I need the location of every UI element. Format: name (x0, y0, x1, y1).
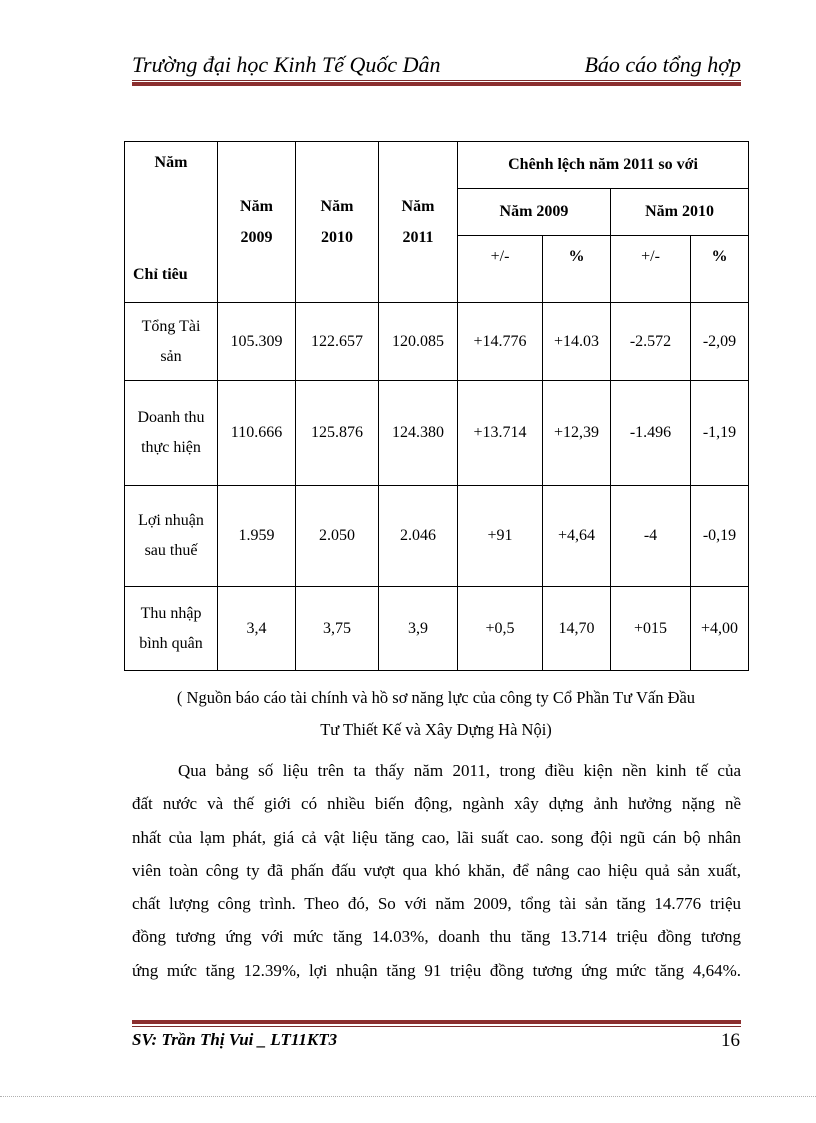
year-header-2011: Năm 2011 (379, 142, 458, 303)
table-cell: +13.714 (458, 381, 543, 486)
table-row (125, 303, 749, 381)
table-cell: 122.657 (296, 303, 379, 381)
table-cell: 3,4 (218, 587, 296, 671)
row-label: Tổng Tài sản (125, 303, 218, 381)
corner-header-cell (125, 142, 218, 303)
header-university: Trường đại học Kinh Tế Quốc Dân (132, 52, 441, 77)
table-row (125, 587, 749, 671)
page-edge-divider (0, 1096, 816, 1097)
table-cell: -1.496 (611, 381, 691, 486)
table-row (125, 486, 749, 587)
sub-header-diff-2009: +/- (458, 236, 543, 303)
table-cell: 14,70 (543, 587, 611, 671)
footer-rule-thin (132, 1026, 741, 1027)
table-cell: -4 (611, 486, 691, 587)
row-label: Thu nhập bình quân (125, 587, 218, 671)
year-header-2009: Năm 2009 (218, 142, 296, 303)
table-cell: +14.776 (458, 303, 543, 381)
page-header (132, 52, 741, 82)
table-cell: 105.309 (218, 303, 296, 381)
table-cell: -1,19 (691, 381, 749, 486)
table-cell: +015 (611, 587, 691, 671)
table-cell: -2,09 (691, 303, 749, 381)
table-cell: 2.046 (379, 486, 458, 587)
table-row (125, 381, 749, 486)
paragraph-line: viên toàn công ty đã phấn đấu vượt qua khó khăn, để nâng cao hiệu quả sản xuất, (132, 860, 741, 880)
page-number: 16 (721, 1030, 740, 1051)
paragraph-line: đất nước và thế giới có nhiều biến động, ngành xây dựng ảnh hưởng nặng nề (132, 794, 741, 814)
footer-student: SV: Trần Thị Vui _ LT11KT3 (132, 1030, 338, 1049)
paragraph-line: ứng mức tăng 12.39%, lợi nhuận tăng 91 triệu đồng tương ứng mức tăng 4,64%. (132, 960, 741, 980)
row-label: Doanh thu thực hiện (125, 381, 218, 486)
row-label: Lợi nhuận sau thuế (125, 486, 218, 587)
table-cell: -2.572 (611, 303, 691, 381)
source-note-line: Tư Thiết Kế và Xây Dựng Hà Nội) (320, 720, 552, 739)
paragraph-line: chất lượng công trình. Theo đó, So với năm 2009, tổng tài sản tăng 14.776 triệu (132, 894, 741, 914)
sub-header-pct-2009: % (543, 236, 611, 303)
table-cell: 110.666 (218, 381, 296, 486)
financial-table (124, 141, 749, 671)
footer-rule-thick (132, 1020, 741, 1024)
year-header-2010: Năm 2010 (296, 142, 379, 303)
table-cell: 3,75 (296, 587, 379, 671)
table-cell: +12,39 (543, 381, 611, 486)
diff-header: Chênh lệch năm 2011 so với (458, 142, 749, 189)
table-cell: 125.876 (296, 381, 379, 486)
table-cell: 3,9 (379, 587, 458, 671)
table-cell: 120.085 (379, 303, 458, 381)
table-cell: 1.959 (218, 486, 296, 587)
table-cell: +14.03 (543, 303, 611, 381)
table-cell: +0,5 (458, 587, 543, 671)
header-rule-thin (132, 80, 741, 81)
header-rule-thick (132, 82, 741, 86)
source-note (124, 682, 748, 746)
header-report-title: Báo cáo tổng hợp (584, 52, 741, 77)
table-cell: -0,19 (691, 486, 749, 587)
table-cell: +4,00 (691, 587, 749, 671)
corner-header-year: Năm (154, 154, 188, 171)
corner-header-indicator: Chỉ tiêu (133, 266, 188, 283)
table-cell: 124.380 (379, 381, 458, 486)
table-cell: 2.050 (296, 486, 379, 587)
compare-header-2009: Năm 2009 (458, 189, 611, 236)
table-cell: +4,64 (543, 486, 611, 587)
paragraph-line: nhất của lạm phát, giá cả vật liệu tăng cao, lãi suất cao. song đội ngũ cán bộ nhân (132, 827, 741, 847)
sub-header-diff-2010: +/- (611, 236, 691, 303)
compare-header-2010: Năm 2010 (611, 189, 749, 236)
paragraph-line: đồng tương ứng với mức tăng 14.03%, doanh thu tăng 13.714 triệu đồng tương (132, 927, 741, 947)
source-note-line: ( Nguồn báo cáo tài chính và hồ sơ năng lực của công ty Cổ Phần Tư Vấn Đầu (176, 688, 696, 707)
table-cell: +91 (458, 486, 543, 587)
sub-header-pct-2010: % (691, 236, 749, 303)
paragraph-line: Qua bảng số liệu trên ta thấy năm 2011, trong điều kiện nền kinh tế của (178, 761, 741, 780)
body-paragraph (132, 754, 741, 987)
